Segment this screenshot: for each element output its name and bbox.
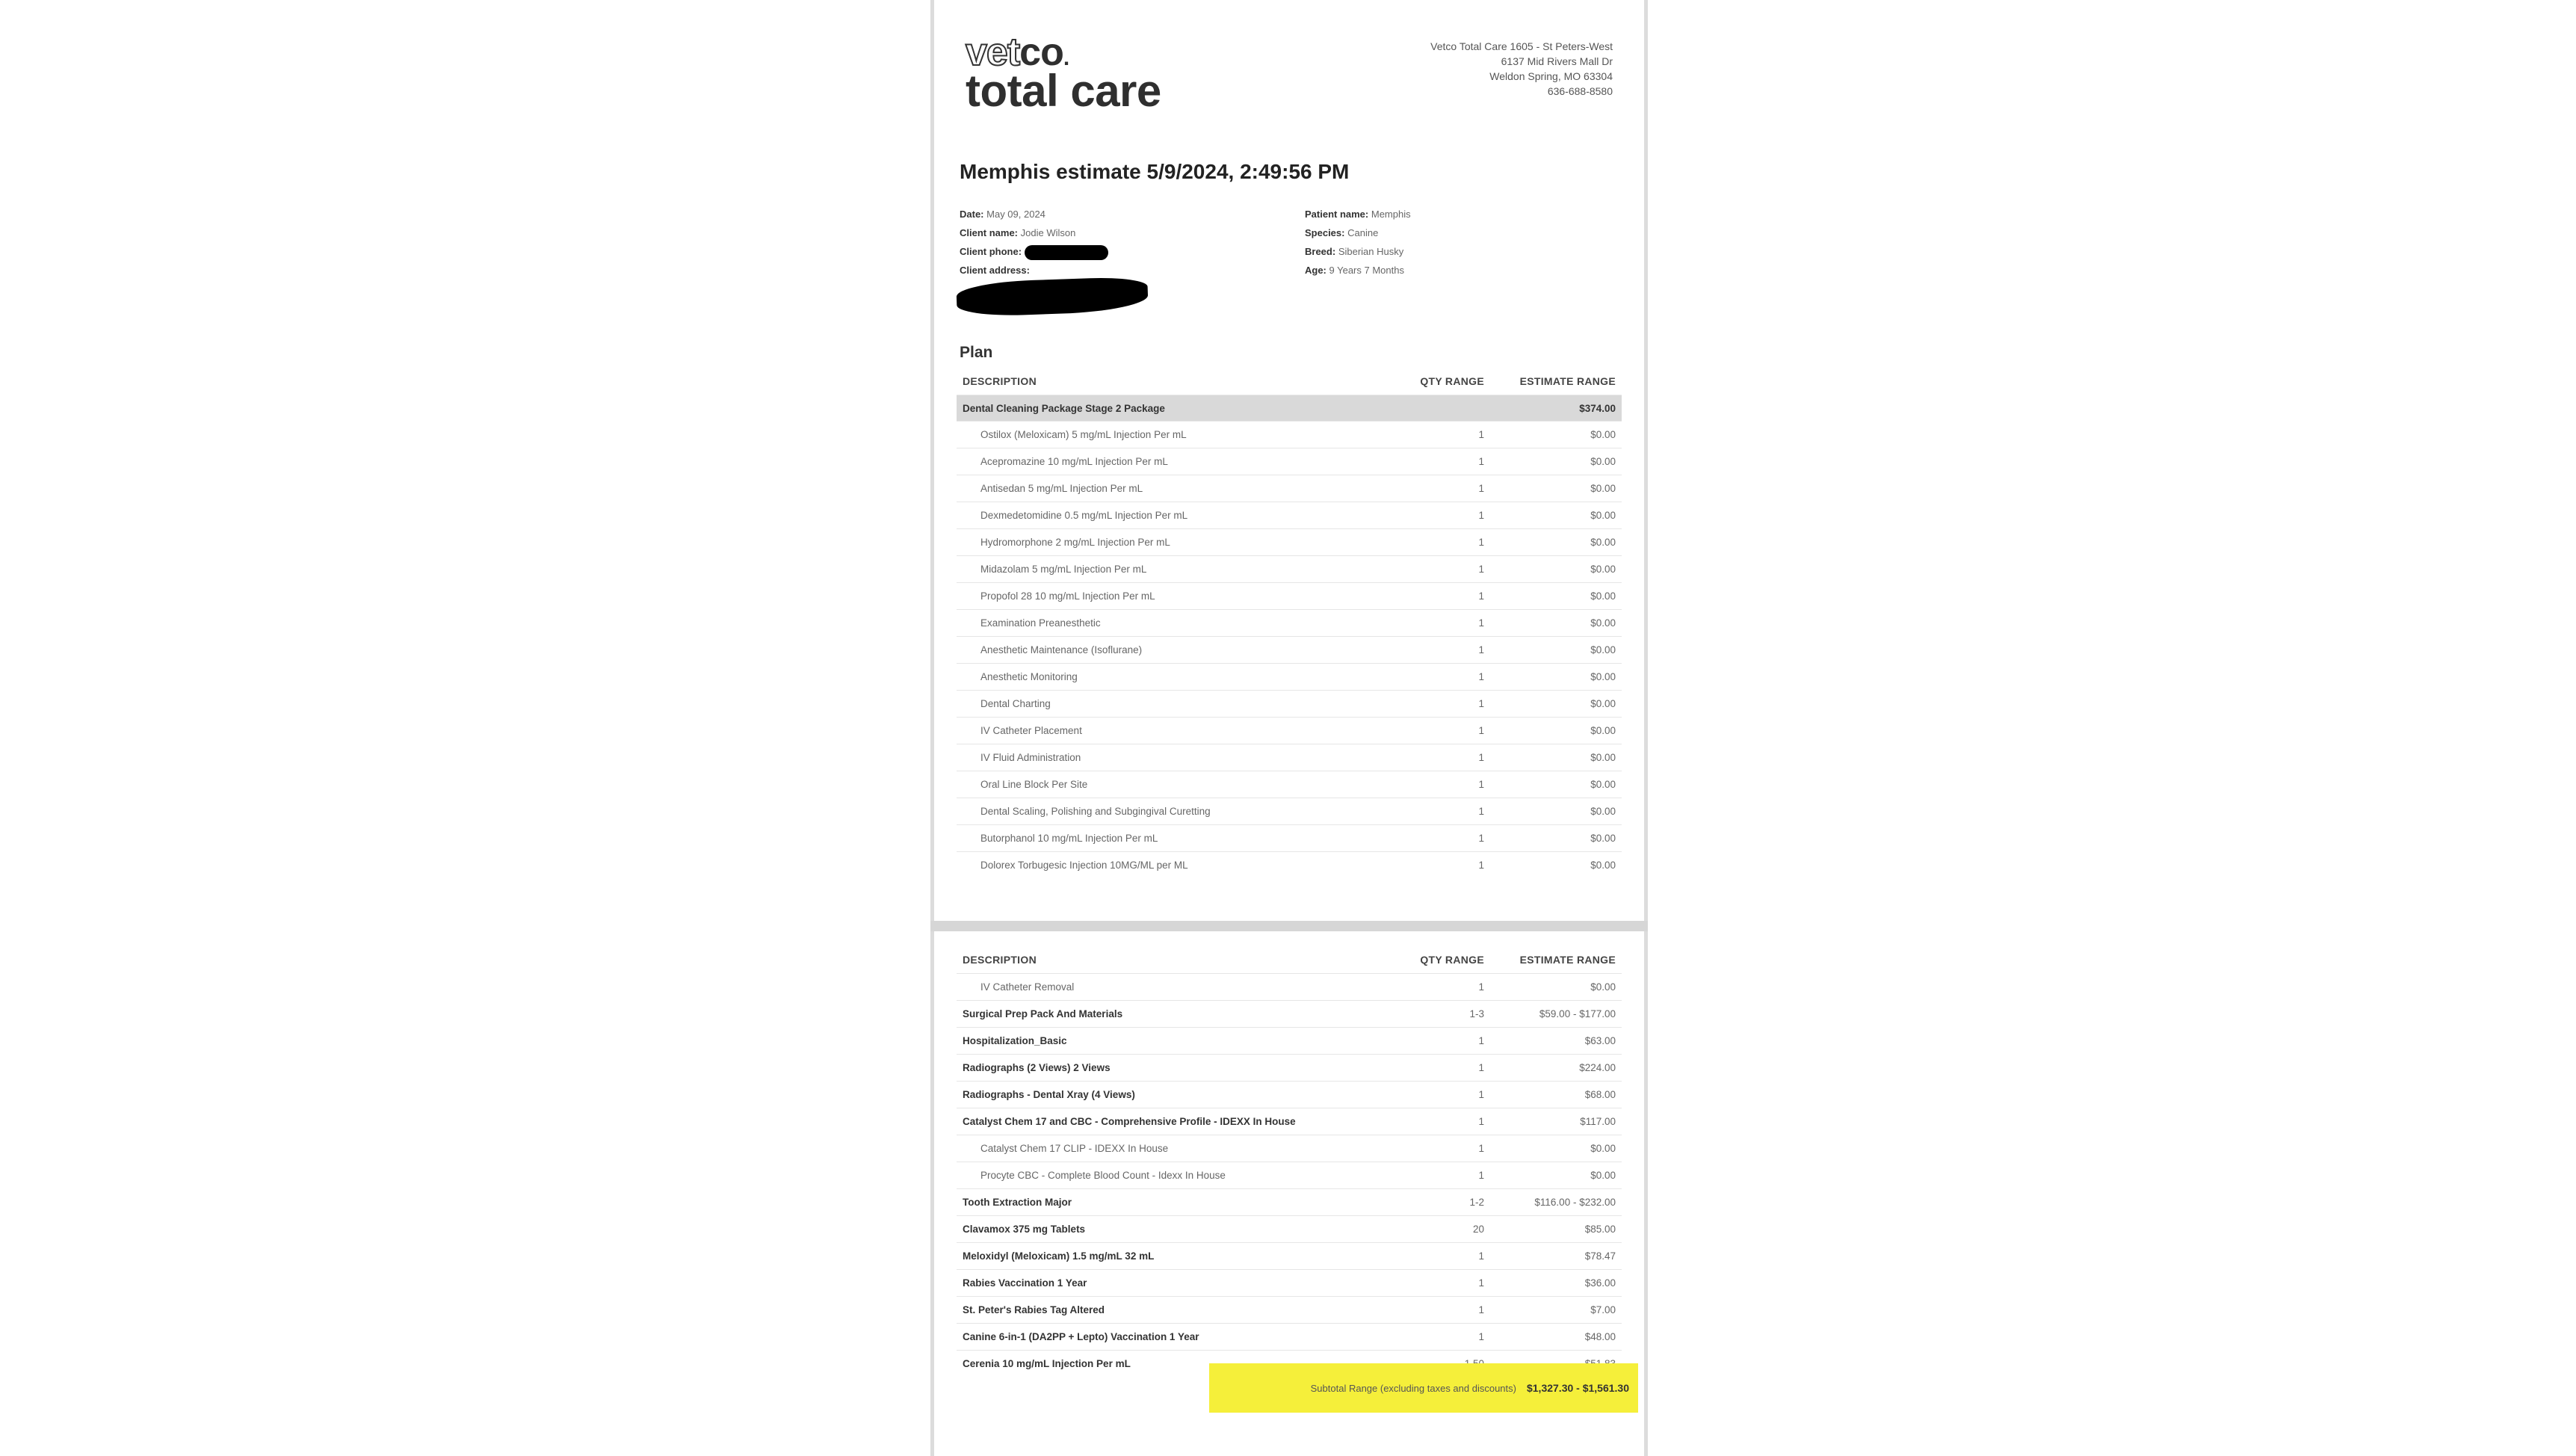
date-value: May 09, 2024 bbox=[986, 209, 1045, 220]
table-row bbox=[957, 1243, 1622, 1270]
table-row bbox=[957, 637, 1622, 664]
row-description: IV Catheter Removal bbox=[957, 974, 1396, 1001]
col-qty-range: QTY RANGE bbox=[1420, 954, 1484, 966]
row-estimate: $0.00 bbox=[1490, 825, 1622, 852]
row-qty bbox=[1396, 395, 1490, 422]
redacted-address bbox=[956, 277, 1148, 318]
row-estimate: $0.00 bbox=[1490, 637, 1622, 664]
row-qty: 1 bbox=[1396, 1243, 1490, 1270]
row-description: Dolorex Torbugesic Injection 10MG/ML per ML bbox=[957, 852, 1396, 879]
row-qty: 1 bbox=[1396, 691, 1490, 718]
table-row bbox=[957, 1082, 1622, 1108]
row-qty: 1 bbox=[1396, 1028, 1490, 1055]
row-estimate: $374.00 bbox=[1490, 395, 1622, 422]
row-estimate: $36.00 bbox=[1490, 1270, 1622, 1297]
estimate-page-1 bbox=[930, 0, 1648, 921]
breed-value: Siberian Husky bbox=[1338, 246, 1404, 257]
plan-heading: Plan bbox=[960, 344, 993, 361]
row-description: Anesthetic Monitoring bbox=[957, 664, 1396, 691]
row-qty: 20 bbox=[1396, 1216, 1490, 1243]
table-row bbox=[957, 771, 1622, 798]
row-description: Acepromazine 10 mg/mL Injection Per mL bbox=[957, 448, 1396, 475]
row-estimate: $0.00 bbox=[1490, 798, 1622, 825]
table-row bbox=[957, 691, 1622, 718]
row-estimate: $0.00 bbox=[1490, 475, 1622, 502]
row-description: Anesthetic Maintenance (Isoflurane) bbox=[957, 637, 1396, 664]
row-qty: 1 bbox=[1396, 798, 1490, 825]
row-estimate: $0.00 bbox=[1490, 691, 1622, 718]
col-estimate-range: ESTIMATE RANGE bbox=[1519, 954, 1616, 966]
table-row bbox=[957, 1189, 1622, 1216]
table-row bbox=[957, 1270, 1622, 1297]
row-qty: 1-2 bbox=[1396, 1189, 1490, 1216]
logo-vet-text: vet bbox=[966, 31, 1020, 74]
row-description: Oral Line Block Per Site bbox=[957, 771, 1396, 798]
row-qty: 1 bbox=[1396, 529, 1490, 556]
row-estimate: $0.00 bbox=[1490, 422, 1622, 448]
row-description: Surgical Prep Pack And Materials bbox=[957, 1001, 1396, 1028]
row-estimate: $0.00 bbox=[1490, 1162, 1622, 1189]
row-estimate: $0.00 bbox=[1490, 744, 1622, 771]
row-estimate: $0.00 bbox=[1490, 771, 1622, 798]
table-row bbox=[957, 852, 1622, 879]
row-estimate: $59.00 - $177.00 bbox=[1490, 1001, 1622, 1028]
table-row bbox=[957, 1001, 1622, 1028]
row-estimate: $117.00 bbox=[1490, 1108, 1622, 1135]
row-qty: 1 bbox=[1396, 1270, 1490, 1297]
row-description: Tooth Extraction Major bbox=[957, 1189, 1396, 1216]
col-estimate-range: ESTIMATE RANGE bbox=[1519, 375, 1616, 387]
table-row bbox=[957, 1216, 1622, 1243]
row-qty: 1 bbox=[1396, 1108, 1490, 1135]
row-description: Examination Preanesthetic bbox=[957, 610, 1396, 637]
row-estimate: $0.00 bbox=[1490, 718, 1622, 744]
row-qty: 1 bbox=[1396, 718, 1490, 744]
plan-table-page-2 bbox=[957, 946, 1622, 1377]
row-description: Meloxidyl (Meloxicam) 1.5 mg/mL 32 mL bbox=[957, 1243, 1396, 1270]
clinic-line-2: 6137 Mid Rivers Mall Dr bbox=[1501, 55, 1613, 67]
table-row bbox=[957, 664, 1622, 691]
row-qty: 1 bbox=[1396, 610, 1490, 637]
row-estimate: $0.00 bbox=[1490, 852, 1622, 879]
table-row bbox=[957, 583, 1622, 610]
row-qty: 1 bbox=[1396, 771, 1490, 798]
row-qty: 1 bbox=[1396, 1297, 1490, 1324]
estimate-page-2 bbox=[930, 931, 1648, 1456]
table-row bbox=[957, 475, 1622, 502]
table-row bbox=[957, 529, 1622, 556]
row-description: Propofol 28 10 mg/mL Injection Per mL bbox=[957, 583, 1396, 610]
row-qty: 1 bbox=[1396, 1055, 1490, 1082]
row-estimate: $7.00 bbox=[1490, 1297, 1622, 1324]
row-estimate: $0.00 bbox=[1490, 974, 1622, 1001]
row-estimate: $85.00 bbox=[1490, 1216, 1622, 1243]
row-qty: 1 bbox=[1396, 1324, 1490, 1351]
species-label: Species: bbox=[1305, 227, 1345, 238]
row-estimate: $0.00 bbox=[1490, 664, 1622, 691]
col-description: DESCRIPTION bbox=[963, 375, 1037, 387]
row-description: Canine 6-in-1 (DA2PP + Lepto) Vaccination 1 Year bbox=[957, 1324, 1396, 1351]
client-info bbox=[960, 205, 1108, 280]
table-row bbox=[957, 1324, 1622, 1351]
table-row bbox=[957, 1028, 1622, 1055]
row-description: Dental Cleaning Package Stage 2 Package bbox=[957, 395, 1396, 422]
subtotal-label: Subtotal Range (excluding taxes and discounts) bbox=[1310, 1382, 1516, 1394]
subtotal-value: $1,327.30 - $1,561.30 bbox=[1526, 1382, 1629, 1394]
row-qty: 1 bbox=[1396, 448, 1490, 475]
row-qty: 1 bbox=[1396, 664, 1490, 691]
row-estimate: $224.00 bbox=[1490, 1055, 1622, 1082]
row-description: Hospitalization_Basic bbox=[957, 1028, 1396, 1055]
row-qty: 1 bbox=[1396, 422, 1490, 448]
table-row bbox=[957, 1162, 1622, 1189]
row-qty: 1 bbox=[1396, 502, 1490, 529]
row-qty: 1 bbox=[1396, 825, 1490, 852]
logo-dot: . bbox=[1063, 46, 1069, 70]
table-row bbox=[957, 502, 1622, 529]
row-description: Dental Scaling, Polishing and Subgingival Curetting bbox=[957, 798, 1396, 825]
table-row-package bbox=[957, 395, 1622, 422]
patient-name-value: Memphis bbox=[1371, 209, 1411, 220]
row-description: Midazolam 5 mg/mL Injection Per mL bbox=[957, 556, 1396, 583]
client-address-label: Client address: bbox=[960, 265, 1030, 276]
vetco-logo bbox=[966, 33, 1161, 114]
client-phone-label: Client phone: bbox=[960, 246, 1022, 257]
row-estimate: $78.47 bbox=[1490, 1243, 1622, 1270]
row-estimate: $0.00 bbox=[1490, 502, 1622, 529]
row-estimate: $0.00 bbox=[1490, 1135, 1622, 1162]
row-estimate: $68.00 bbox=[1490, 1082, 1622, 1108]
patient-name-label: Patient name: bbox=[1305, 209, 1369, 220]
row-description: Radiographs - Dental Xray (4 Views) bbox=[957, 1082, 1396, 1108]
row-description: Dexmedetomidine 0.5 mg/mL Injection Per mL bbox=[957, 502, 1396, 529]
col-qty-range: QTY RANGE bbox=[1420, 375, 1484, 387]
table-row bbox=[957, 1055, 1622, 1082]
row-description: Rabies Vaccination 1 Year bbox=[957, 1270, 1396, 1297]
date-label: Date: bbox=[960, 209, 984, 220]
row-qty: 1 bbox=[1396, 852, 1490, 879]
row-description: Antisedan 5 mg/mL Injection Per mL bbox=[957, 475, 1396, 502]
row-description: Cerenia 10 mg/mL Injection Per mL bbox=[957, 1351, 1396, 1378]
table-row bbox=[957, 825, 1622, 852]
table-row bbox=[957, 1135, 1622, 1162]
row-description: Butorphanol 10 mg/mL Injection Per mL bbox=[957, 825, 1396, 852]
row-qty: 1 bbox=[1396, 974, 1490, 1001]
table-row bbox=[957, 1297, 1622, 1324]
row-description: Radiographs (2 Views) 2 Views bbox=[957, 1055, 1396, 1082]
redacted-phone bbox=[1025, 245, 1108, 260]
row-estimate: $0.00 bbox=[1490, 583, 1622, 610]
row-description: Catalyst Chem 17 CLIP - IDEXX In House bbox=[957, 1135, 1396, 1162]
row-qty: 1 bbox=[1396, 556, 1490, 583]
row-description: IV Catheter Placement bbox=[957, 718, 1396, 744]
row-estimate: $0.00 bbox=[1490, 529, 1622, 556]
row-estimate: $63.00 bbox=[1490, 1028, 1622, 1055]
row-qty: 1 bbox=[1396, 475, 1490, 502]
page-separator bbox=[930, 921, 1648, 931]
estimate-title: Memphis estimate 5/9/2024, 2:49:56 PM bbox=[960, 160, 1350, 183]
clinic-phone: 636-688-8580 bbox=[1547, 85, 1613, 97]
client-name-label: Client name: bbox=[960, 227, 1019, 238]
row-description: Clavamox 375 mg Tablets bbox=[957, 1216, 1396, 1243]
table-row bbox=[957, 798, 1622, 825]
age-label: Age: bbox=[1305, 265, 1326, 276]
row-estimate: $116.00 - $232.00 bbox=[1490, 1189, 1622, 1216]
age-value: 9 Years 7 Months bbox=[1329, 265, 1404, 276]
row-description: St. Peter's Rabies Tag Altered bbox=[957, 1297, 1396, 1324]
row-description: Dental Charting bbox=[957, 691, 1396, 718]
row-estimate: $0.00 bbox=[1490, 556, 1622, 583]
row-estimate: $0.00 bbox=[1490, 448, 1622, 475]
species-value: Canine bbox=[1347, 227, 1379, 238]
row-description: Catalyst Chem 17 and CBC - Comprehensive Profile - IDEXX In House bbox=[957, 1108, 1396, 1135]
clinic-line-1: Vetco Total Care 1605 - St Peters-West bbox=[1430, 40, 1613, 52]
row-description: IV Fluid Administration bbox=[957, 744, 1396, 771]
row-qty: 1 bbox=[1396, 744, 1490, 771]
logo-co-text: co bbox=[1019, 31, 1063, 74]
plan-table-page-1 bbox=[957, 368, 1622, 878]
row-qty: 1-3 bbox=[1396, 1001, 1490, 1028]
breed-label: Breed: bbox=[1305, 246, 1336, 257]
col-description: DESCRIPTION bbox=[963, 954, 1037, 966]
table-row bbox=[957, 744, 1622, 771]
row-estimate: $0.00 bbox=[1490, 610, 1622, 637]
patient-info bbox=[1305, 205, 1411, 280]
clinic-line-3: Weldon Spring, MO 63304 bbox=[1489, 70, 1613, 82]
clinic-address bbox=[1430, 39, 1613, 99]
row-estimate: $48.00 bbox=[1490, 1324, 1622, 1351]
row-description: Hydromorphone 2 mg/mL Injection Per mL bbox=[957, 529, 1396, 556]
table-row bbox=[957, 718, 1622, 744]
row-qty: 1 bbox=[1396, 1162, 1490, 1189]
row-description: Procyte CBC - Complete Blood Count - Idexx In House bbox=[957, 1162, 1396, 1189]
row-qty: 1 bbox=[1396, 1082, 1490, 1108]
row-qty: 1 bbox=[1396, 637, 1490, 664]
table-row bbox=[957, 974, 1622, 1001]
row-qty: 1 bbox=[1396, 583, 1490, 610]
table-row bbox=[957, 448, 1622, 475]
table-row bbox=[957, 1108, 1622, 1135]
table-header bbox=[957, 368, 1622, 395]
logo-total-care: total care bbox=[966, 66, 1161, 116]
table-row bbox=[957, 610, 1622, 637]
row-description: Ostilox (Meloxicam) 5 mg/mL Injection Per mL bbox=[957, 422, 1396, 448]
subtotal-highlight bbox=[1209, 1363, 1638, 1413]
table-header bbox=[957, 946, 1622, 974]
client-name-value: Jodie Wilson bbox=[1020, 227, 1076, 238]
table-row bbox=[957, 422, 1622, 448]
table-row bbox=[957, 556, 1622, 583]
row-qty: 1 bbox=[1396, 1135, 1490, 1162]
